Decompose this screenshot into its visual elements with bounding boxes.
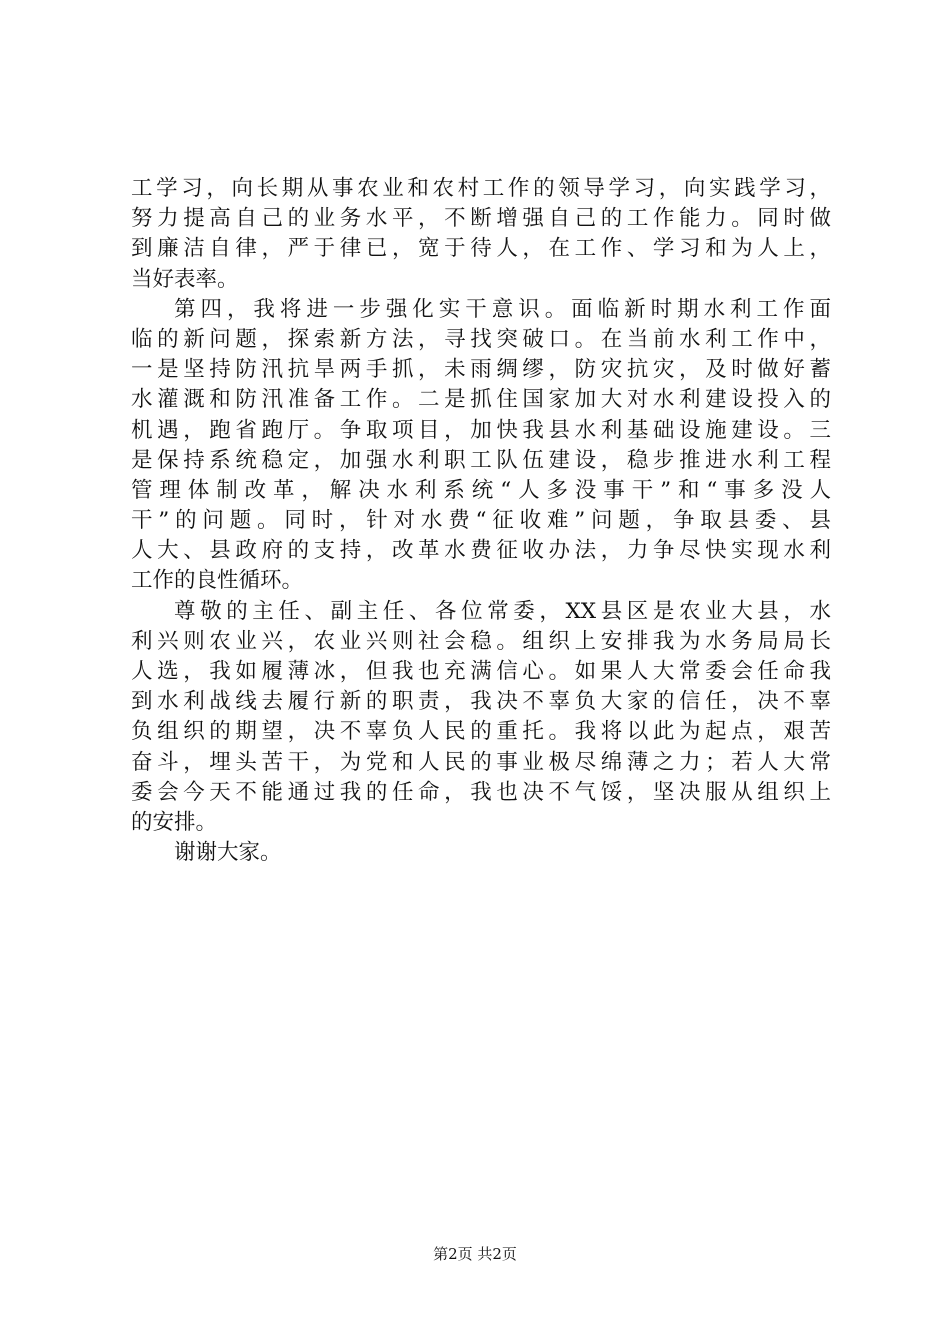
text-line: 到廉洁自律，严于律已，宽于待人，在工作、学习和为人上， xyxy=(131,236,831,262)
text-line: 临的新问题，探索新方法，寻找突破口。在当前水利工作中， xyxy=(131,326,831,352)
text-line: 谢谢大家。 xyxy=(174,840,282,866)
text-line: 一是坚持防汛抗旱两手抓，未雨绸缪，防灾抗灾，及时做好蓄 xyxy=(131,357,831,383)
text-line: 水灌溉和防汛准备工作。二是抓住国家加大对水利建设投入的 xyxy=(131,387,831,413)
text-line: 奋斗，埋头苦干，为党和人民的事业极尽绵薄之力；若人大常 xyxy=(131,749,831,775)
text-line: 干”的问题。同时，针对水费“征收难”问题，争取县委、县 xyxy=(131,508,831,534)
text-line: 当好表率。 xyxy=(131,266,239,292)
text-line: 机遇，跑省跑厅。争取项目，加快我县水利基础设施建设。三 xyxy=(131,417,831,443)
text-line: 管理体制改革，解决水利系统“人多没事干”和“事多没人 xyxy=(131,477,831,503)
text-line: 工学习，向长期从事农业和农村工作的领导学习，向实践学习， xyxy=(131,176,831,201)
text-line: 尊敬的主任、副主任、各位常委，XX县区是农业大县，水 xyxy=(174,598,831,624)
text-line: 是保持系统稳定，加强水利职工队伍建设，稳步推进水利工程 xyxy=(131,447,831,473)
text-line: 人大、县政府的支持，改革水费征收办法，力争尽快实现水利 xyxy=(131,538,831,564)
text-line: 到水利战线去履行新的职责，我决不辜负大家的信任，决不辜 xyxy=(131,689,831,715)
text-line: 工作的良性循环。 xyxy=(131,568,304,594)
text-line: 努力提高自己的业务水平，不断增强自己的工作能力。同时做 xyxy=(131,206,831,232)
page-number: 第2页 共2页 xyxy=(433,1245,517,1263)
text-line: 第四，我将进一步强化实干意识。面临新时期水利工作面 xyxy=(174,296,831,322)
text-line: 利兴则农业兴，农业兴则社会稳。组织上安排我为水务局局长 xyxy=(131,628,831,654)
text-line: 的安排。 xyxy=(131,809,218,835)
body-text xyxy=(131,174,831,868)
text-line: 负组织的期望，决不辜负人民的重托。我将以此为起点，艰苦 xyxy=(131,719,831,745)
text-line: 人选，我如履薄冰，但我也充满信心。如果人大常委会任命我 xyxy=(131,659,831,684)
text-line: 委会今天不能通过我的任命，我也决不气馁，坚决服从组织上 xyxy=(131,779,831,805)
